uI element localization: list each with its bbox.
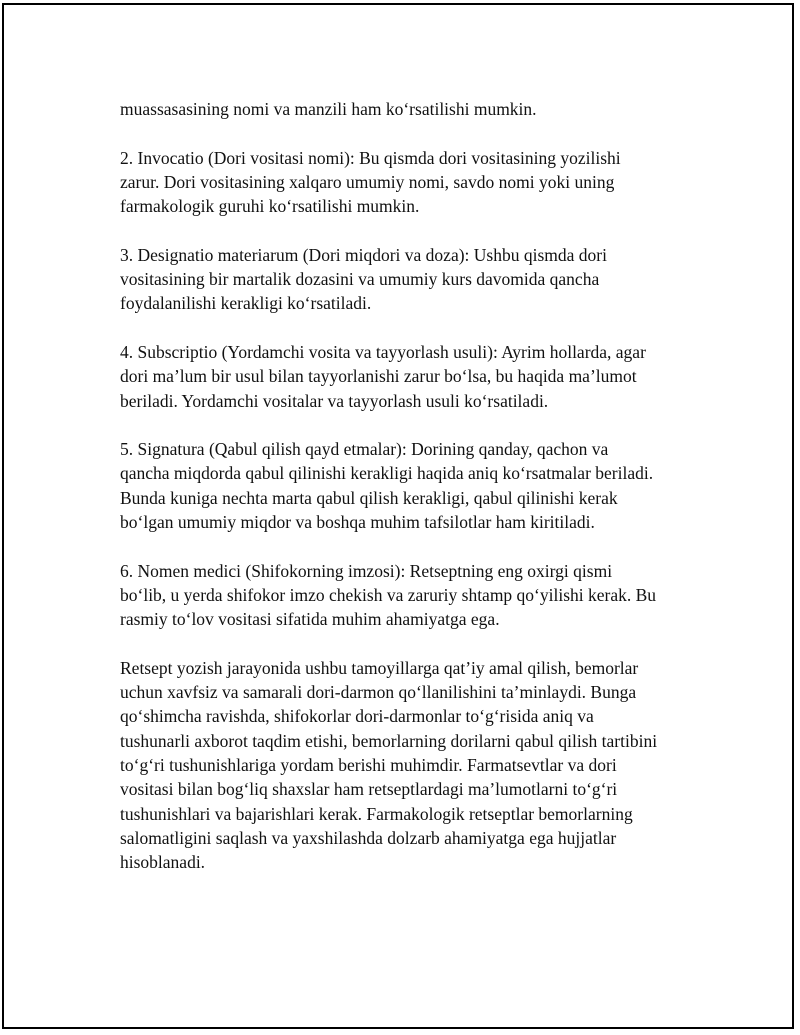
text-line: to‘g‘ri tushunishlariga yordam berishi muhimdir. Farmatsevtlar va dori <box>120 755 617 776</box>
text-line: tushunarli axborot taqdim etishi, bemorlarning dorilarni qabul qilish tartibini <box>120 730 658 751</box>
paragraph-conclusion <box>120 656 700 875</box>
paragraph-gap <box>120 413 700 437</box>
document-page <box>2 3 794 1029</box>
paragraph-designatio <box>120 243 700 316</box>
document-body <box>120 97 700 875</box>
text-line: 6. Nomen medici (Shifokorning imzosi): Retseptning eng oxirgi qismi <box>120 560 613 581</box>
text-line: salomatligini saqlash va yaxshilashda dolzarb ahamiyatga ega hujjatlar <box>120 827 617 848</box>
text-line: 5. Signatura (Qabul qilish qayd etmalar): Dorining qanday, qachon va <box>120 439 609 460</box>
text-line: qo‘shimcha ravishda, shifokorlar dori-darmonlar to‘g‘risida aniq va <box>120 706 594 727</box>
paragraph-subscriptio <box>120 340 700 413</box>
text-line: zarur. Dori vositasining xalqaro umumiy nomi, savdo nomi yoki uning <box>120 171 615 192</box>
text-line: muassasasining nomi va manzili ham ko‘rsatilishi mumkin. <box>120 99 537 119</box>
text-line: vositasining bir martalik dozasini va umumiy kurs davomida qancha <box>120 269 600 290</box>
text-line: uchun xavfsiz va samarali dori-darmon qo‘llanilishini ta’minlaydi. Bunga <box>120 682 637 703</box>
text-line: 2. Invocatio (Dori vositasi nomi): Bu qismda dori vositasining yozilishi <box>120 147 621 168</box>
text-line: Retsept yozish jarayonida ushbu tamoyillarga qat’iy amal qilish, bemorlar <box>120 657 639 678</box>
text-line: Bunda kuniga nechta marta qabul qilish kerakligi, qabul qilinishi kerak <box>120 487 618 508</box>
text-line: qancha miqdorda qabul qilinishi kerakligi haqida aniq ko‘rsatmalar beriladi. <box>120 463 654 484</box>
text-line: bo‘lib, u yerda shifokor imzo chekish va zaruriy shtamp qo‘yilishi kerak. Bu <box>120 584 657 605</box>
paragraph-gap <box>120 218 700 242</box>
text-line: farmakologik guruhi ko‘rsatilishi mumkin. <box>120 196 420 217</box>
paragraph-gap <box>120 534 700 558</box>
paragraph-signatura <box>120 437 700 534</box>
paragraph-gap <box>120 121 700 145</box>
text-line: bo‘lgan umumiy miqdor va boshqa muhim tafsilotlar ham kiritiladi. <box>120 512 595 533</box>
text-line: rasmiy to‘lov vositasi sifatida muhim ahamiyatga ega. <box>120 609 500 630</box>
text-line: dori ma’lum bir usul bilan tayyorlanishi zarur bo‘lsa, bu haqida ma’lumot <box>120 366 637 387</box>
text-line: 3. Designatio materiarum (Dori miqdori va doza): Ushbu qismda dori <box>120 244 607 265</box>
paragraph-nomen-medici <box>120 559 700 632</box>
paragraph-intro-continuation <box>120 97 700 121</box>
text-line: foydalanilishi kerakligi ko‘rsatiladi. <box>120 293 372 314</box>
text-line: 4. Subscriptio (Yordamchi vosita va tayyorlash usuli): Ayrim hollarda, agar <box>120 341 646 362</box>
text-line: hisoblanadi. <box>120 852 206 873</box>
text-line: beriladi. Yordamchi vositalar va tayyorlash usuli ko‘rsatiladi. <box>120 390 549 411</box>
paragraph-gap <box>120 316 700 340</box>
paragraph-gap <box>120 632 700 656</box>
text-line: vositasi bilan bog‘liq shaxslar ham retseptlardagi ma’lumotlarni to‘g‘ri <box>120 779 618 800</box>
paragraph-invocatio <box>120 146 700 219</box>
text-line: tushunishlari va bajarishlari kerak. Farmakologik retseptlar bemorlarning <box>120 803 633 824</box>
